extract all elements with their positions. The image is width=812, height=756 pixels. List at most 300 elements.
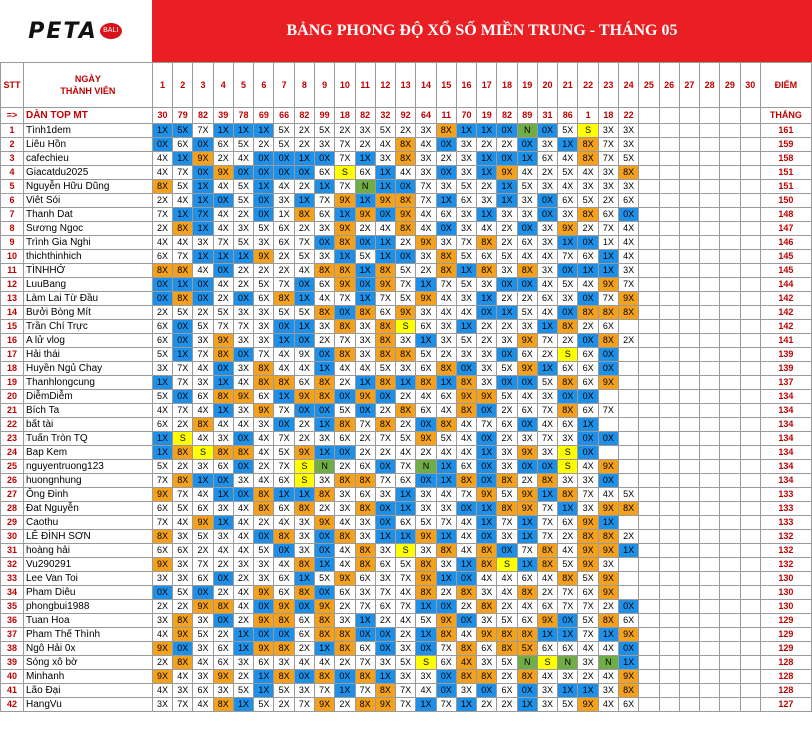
- result-cell: 9X: [173, 628, 193, 642]
- result-cell: 7X: [355, 656, 375, 670]
- result-cell: [659, 348, 679, 362]
- result-cell: 2X: [578, 320, 598, 334]
- result-cell: 7X: [537, 516, 557, 530]
- result-cell: 1X: [477, 516, 497, 530]
- top-value: 82: [193, 108, 213, 124]
- result-cell: 8X: [537, 544, 557, 558]
- result-cell: 6X: [436, 208, 456, 222]
- result-cell: 8X: [314, 670, 334, 684]
- row-member-name: Viêt Sói: [23, 194, 152, 208]
- result-cell: 8X: [335, 236, 355, 250]
- result-cell: [618, 474, 638, 488]
- result-cell: 0X: [517, 278, 537, 292]
- result-cell: 9X: [213, 166, 233, 180]
- result-cell: 3X: [396, 642, 416, 656]
- row-stt: 24: [1, 446, 24, 460]
- row-stt: 15: [1, 320, 24, 334]
- result-cell: 2X: [294, 222, 314, 236]
- row-points: 133: [760, 488, 811, 502]
- result-cell: 0X: [193, 138, 213, 152]
- result-cell: 9X: [335, 194, 355, 208]
- result-cell: 6X: [578, 348, 598, 362]
- result-cell: 5X: [193, 530, 213, 544]
- result-cell: 8X: [294, 208, 314, 222]
- result-cell: [659, 404, 679, 418]
- result-cell: 6X: [436, 390, 456, 404]
- result-cell: 4X: [294, 656, 314, 670]
- result-cell: [618, 404, 638, 418]
- header-day: 25: [639, 63, 659, 108]
- row-points: 145: [760, 264, 811, 278]
- result-cell: 5X: [618, 488, 638, 502]
- table-row: [1, 474, 812, 488]
- result-cell: [639, 362, 659, 376]
- row-stt: 14: [1, 306, 24, 320]
- result-cell: 8X: [375, 320, 395, 334]
- result-cell: 2X: [497, 320, 517, 334]
- row-points: 129: [760, 614, 811, 628]
- result-cell: [639, 194, 659, 208]
- result-cell: 6X: [193, 502, 213, 516]
- result-cell: 3X: [456, 152, 476, 166]
- result-cell: 7X: [375, 432, 395, 446]
- result-cell: 6X: [477, 250, 497, 264]
- result-cell: 7X: [598, 222, 618, 236]
- result-cell: 9X: [314, 516, 334, 530]
- result-cell: 8X: [314, 390, 334, 404]
- result-cell: N: [314, 460, 334, 474]
- result-cell: 8X: [375, 418, 395, 432]
- result-cell: N: [355, 180, 375, 194]
- result-cell: 0X: [578, 432, 598, 446]
- result-cell: 1X: [618, 544, 638, 558]
- result-cell: 7X: [436, 278, 456, 292]
- top-value: 1: [578, 108, 598, 124]
- result-cell: 1X: [456, 124, 476, 138]
- result-cell: 9X: [254, 586, 274, 600]
- result-cell: 4X: [578, 642, 598, 656]
- result-cell: 4X: [173, 236, 193, 250]
- result-cell: 7X: [375, 586, 395, 600]
- result-cell: 6X: [213, 460, 233, 474]
- result-cell: 7X: [537, 334, 557, 348]
- top-row: [1, 108, 812, 124]
- result-cell: [720, 390, 740, 404]
- result-cell: 1X: [375, 180, 395, 194]
- result-cell: [700, 572, 720, 586]
- result-cell: 4X: [416, 138, 436, 152]
- result-cell: [679, 348, 699, 362]
- row-stt: 3: [1, 152, 24, 166]
- result-cell: [659, 474, 679, 488]
- header-day: 17: [477, 63, 497, 108]
- result-cell: 3X: [558, 292, 578, 306]
- result-cell: 3X: [355, 334, 375, 348]
- table-row: [1, 250, 812, 264]
- result-cell: 9X: [335, 278, 355, 292]
- result-cell: [618, 390, 638, 404]
- result-cell: 2X: [598, 600, 618, 614]
- result-cell: 3X: [233, 334, 253, 348]
- result-cell: 5X: [213, 306, 233, 320]
- result-cell: 5X: [517, 306, 537, 320]
- result-cell: 0X: [233, 432, 253, 446]
- result-cell: 1X: [537, 320, 557, 334]
- table-row: [1, 138, 812, 152]
- result-cell: 6X: [598, 320, 618, 334]
- result-cell: [700, 628, 720, 642]
- result-cell: [740, 138, 760, 152]
- result-cell: 4X: [294, 264, 314, 278]
- result-cell: 0X: [436, 600, 456, 614]
- result-cell: 8X: [375, 334, 395, 348]
- result-cell: 1X: [396, 530, 416, 544]
- result-cell: 1X: [274, 390, 294, 404]
- result-cell: 3X: [537, 446, 557, 460]
- result-cell: [720, 628, 740, 642]
- result-cell: 3X: [416, 544, 436, 558]
- result-cell: 3X: [537, 390, 557, 404]
- result-cell: 7X: [578, 600, 598, 614]
- result-cell: 2X: [497, 236, 517, 250]
- table-row: [1, 362, 812, 376]
- result-cell: 8X: [152, 264, 172, 278]
- result-cell: [639, 376, 659, 390]
- result-cell: 3X: [254, 418, 274, 432]
- result-cell: 3X: [456, 348, 476, 362]
- result-cell: 5X: [173, 180, 193, 194]
- result-cell: 9X: [517, 488, 537, 502]
- result-cell: 1X: [335, 684, 355, 698]
- result-cell: 5X: [558, 558, 578, 572]
- table-row: [1, 586, 812, 600]
- row-stt: 37: [1, 628, 24, 642]
- result-cell: 3X: [335, 502, 355, 516]
- result-cell: 3X: [416, 670, 436, 684]
- result-cell: 2X: [375, 614, 395, 628]
- result-cell: 3X: [193, 460, 213, 474]
- result-cell: 6X: [416, 404, 436, 418]
- row-points: 134: [760, 418, 811, 432]
- result-cell: 1X: [193, 180, 213, 194]
- result-cell: 2X: [233, 614, 253, 628]
- result-cell: 8X: [213, 446, 233, 460]
- result-cell: 2X: [294, 418, 314, 432]
- result-cell: 0X: [396, 180, 416, 194]
- result-cell: 7X: [375, 292, 395, 306]
- result-cell: 1X: [558, 684, 578, 698]
- result-cell: [740, 558, 760, 572]
- result-cell: 1X: [213, 488, 233, 502]
- result-cell: [740, 348, 760, 362]
- result-cell: 1X: [436, 460, 456, 474]
- result-cell: 8X: [173, 446, 193, 460]
- result-cell: [639, 684, 659, 698]
- result-cell: 1X: [416, 334, 436, 348]
- row-stt: 7: [1, 208, 24, 222]
- result-cell: [720, 362, 740, 376]
- result-cell: 1X: [355, 376, 375, 390]
- row-stt: 4: [1, 166, 24, 180]
- result-cell: 9X: [152, 558, 172, 572]
- result-cell: 2X: [497, 432, 517, 446]
- result-cell: [659, 166, 679, 180]
- result-cell: 8X: [517, 670, 537, 684]
- result-cell: 2X: [335, 698, 355, 712]
- result-cell: 9X: [375, 698, 395, 712]
- result-cell: 8X: [558, 572, 578, 586]
- result-cell: 3X: [456, 208, 476, 222]
- result-cell: 7X: [173, 166, 193, 180]
- result-cell: 8X: [436, 628, 456, 642]
- table-row: [1, 208, 812, 222]
- result-cell: 3X: [477, 362, 497, 376]
- row-stt: 9: [1, 236, 24, 250]
- result-cell: 3X: [416, 166, 436, 180]
- result-cell: 5X: [375, 362, 395, 376]
- row-points: 134: [760, 474, 811, 488]
- row-stt: 8: [1, 222, 24, 236]
- result-cell: 7X: [598, 138, 618, 152]
- result-cell: [639, 264, 659, 278]
- result-cell: 9X: [497, 166, 517, 180]
- top-value: 22: [618, 108, 638, 124]
- result-cell: 0X: [193, 292, 213, 306]
- result-cell: 5X: [456, 180, 476, 194]
- result-cell: 1X: [477, 502, 497, 516]
- result-cell: 8X: [254, 488, 274, 502]
- top-value: 82: [294, 108, 314, 124]
- result-cell: 4X: [233, 600, 253, 614]
- result-cell: 7X: [173, 404, 193, 418]
- result-cell: 2X: [274, 264, 294, 278]
- result-cell: [700, 516, 720, 530]
- result-cell: 2X: [618, 334, 638, 348]
- result-cell: 0X: [152, 278, 172, 292]
- result-cell: 8X: [598, 614, 618, 628]
- result-cell: [639, 474, 659, 488]
- result-cell: 9X: [578, 516, 598, 530]
- result-cell: 0X: [335, 390, 355, 404]
- header-day: 28: [700, 63, 720, 108]
- row-member-name: LuuBang: [23, 278, 152, 292]
- result-cell: 2X: [598, 194, 618, 208]
- result-cell: 6X: [274, 586, 294, 600]
- result-cell: 8X: [396, 222, 416, 236]
- result-cell: 1X: [456, 320, 476, 334]
- result-cell: N: [598, 656, 618, 670]
- result-cell: [639, 628, 659, 642]
- result-cell: 5X: [233, 138, 253, 152]
- row-stt: 23: [1, 432, 24, 446]
- result-cell: 7X: [335, 152, 355, 166]
- result-cell: 9X: [416, 432, 436, 446]
- row-stt: 36: [1, 614, 24, 628]
- result-cell: 1X: [558, 502, 578, 516]
- result-cell: 4X: [537, 278, 557, 292]
- result-cell: [720, 670, 740, 684]
- result-cell: 1X: [355, 152, 375, 166]
- result-cell: 9X: [294, 446, 314, 460]
- row-stt: 21: [1, 404, 24, 418]
- result-cell: 5X: [375, 124, 395, 138]
- result-cell: [740, 642, 760, 656]
- row-stt: 19: [1, 376, 24, 390]
- result-cell: [639, 502, 659, 516]
- result-cell: 7X: [618, 278, 638, 292]
- result-cell: 2X: [254, 460, 274, 474]
- result-cell: 8X: [335, 320, 355, 334]
- result-cell: 8X: [537, 558, 557, 572]
- result-cell: 3X: [375, 488, 395, 502]
- header-day: 3: [193, 63, 213, 108]
- top-value: 30: [152, 108, 172, 124]
- result-cell: 4X: [233, 152, 253, 166]
- result-cell: 3X: [436, 180, 456, 194]
- result-cell: 9X: [274, 600, 294, 614]
- result-cell: 1X: [173, 208, 193, 222]
- result-cell: 3X: [375, 152, 395, 166]
- row-member-name: Thanh Dat: [23, 208, 152, 222]
- result-cell: 3X: [213, 530, 233, 544]
- result-cell: 9X: [213, 670, 233, 684]
- result-cell: 3X: [152, 614, 172, 628]
- result-cell: 9X: [294, 390, 314, 404]
- result-cell: 6X: [537, 292, 557, 306]
- result-cell: 3X: [436, 502, 456, 516]
- result-cell: [700, 208, 720, 222]
- result-cell: 4X: [213, 180, 233, 194]
- result-cell: 7X: [274, 432, 294, 446]
- result-cell: 8X: [497, 502, 517, 516]
- result-cell: 0X: [355, 278, 375, 292]
- result-cell: [679, 460, 699, 474]
- result-cell: 2X: [294, 642, 314, 656]
- result-cell: [740, 614, 760, 628]
- result-cell: [720, 656, 740, 670]
- row-points: 134: [760, 460, 811, 474]
- result-cell: 8X: [274, 614, 294, 628]
- result-cell: 4X: [254, 474, 274, 488]
- row-points: 134: [760, 390, 811, 404]
- result-cell: 6X: [558, 194, 578, 208]
- table-row: [1, 460, 812, 474]
- result-cell: [659, 138, 679, 152]
- result-cell: 0X: [477, 460, 497, 474]
- result-cell: 3X: [193, 642, 213, 656]
- result-cell: 8X: [294, 558, 314, 572]
- result-cell: 6X: [375, 306, 395, 320]
- result-cell: 9X: [558, 222, 578, 236]
- result-cell: 1X: [213, 404, 233, 418]
- result-cell: 8X: [213, 390, 233, 404]
- row-stt: 5: [1, 180, 24, 194]
- result-cell: 8X: [274, 642, 294, 656]
- result-cell: 3X: [537, 180, 557, 194]
- header-day: 10: [335, 63, 355, 108]
- result-cell: 1X: [294, 292, 314, 306]
- row-points: 133: [760, 502, 811, 516]
- result-cell: 8X: [558, 488, 578, 502]
- result-cell: 4X: [233, 586, 253, 600]
- result-cell: 8X: [254, 376, 274, 390]
- result-cell: 2X: [314, 334, 334, 348]
- result-cell: 5X: [254, 544, 274, 558]
- result-cell: 1X: [294, 572, 314, 586]
- result-cell: [700, 348, 720, 362]
- result-cell: 3X: [254, 306, 274, 320]
- result-cell: 6X: [294, 628, 314, 642]
- result-cell: [720, 320, 740, 334]
- result-cell: 8X: [416, 586, 436, 600]
- result-cell: [740, 516, 760, 530]
- result-cell: 5X: [335, 404, 355, 418]
- row-points: 159: [760, 138, 811, 152]
- result-cell: 2X: [416, 446, 436, 460]
- result-cell: 8X: [213, 698, 233, 712]
- result-cell: 1X: [396, 488, 416, 502]
- result-cell: 8X: [598, 530, 618, 544]
- result-cell: 1X: [233, 628, 253, 642]
- result-cell: 2X: [254, 516, 274, 530]
- result-cell: [679, 306, 699, 320]
- row-points: 151: [760, 180, 811, 194]
- row-stt: 31: [1, 544, 24, 558]
- result-cell: 3X: [537, 684, 557, 698]
- result-cell: [700, 404, 720, 418]
- result-cell: 4X: [456, 516, 476, 530]
- result-cell: 4X: [558, 544, 578, 558]
- row-points: 148: [760, 208, 811, 222]
- result-cell: 5X: [497, 614, 517, 628]
- table-row: [1, 334, 812, 348]
- result-cell: [720, 152, 740, 166]
- result-cell: 2X: [396, 628, 416, 642]
- result-cell: 0X: [193, 166, 213, 180]
- row-member-name: Vu290291: [23, 558, 152, 572]
- result-cell: 0X: [314, 236, 334, 250]
- result-cell: [720, 348, 740, 362]
- result-cell: 5X: [578, 572, 598, 586]
- result-cell: 3X: [335, 488, 355, 502]
- result-cell: 6X: [497, 684, 517, 698]
- result-cell: 9X: [254, 614, 274, 628]
- result-cell: 6X: [537, 642, 557, 656]
- result-cell: 9X: [355, 208, 375, 222]
- header-day: 21: [558, 63, 578, 108]
- result-cell: 4X: [537, 418, 557, 432]
- result-cell: 6X: [618, 194, 638, 208]
- result-cell: 0X: [477, 474, 497, 488]
- result-cell: 1X: [456, 698, 476, 712]
- result-cell: 3X: [416, 124, 436, 138]
- result-cell: 6X: [375, 600, 395, 614]
- result-cell: 3X: [578, 180, 598, 194]
- result-cell: 0X: [314, 152, 334, 166]
- result-cell: 3X: [193, 376, 213, 390]
- result-cell: 3X: [274, 656, 294, 670]
- result-cell: 1X: [375, 530, 395, 544]
- result-cell: 8X: [173, 292, 193, 306]
- row-member-name: Sóng xô bờ: [23, 656, 152, 670]
- result-cell: 5X: [456, 278, 476, 292]
- table-row: [1, 530, 812, 544]
- result-cell: [700, 222, 720, 236]
- result-cell: 1X: [274, 488, 294, 502]
- result-cell: 7X: [173, 376, 193, 390]
- result-cell: 6X: [375, 558, 395, 572]
- result-cell: 3X: [193, 670, 213, 684]
